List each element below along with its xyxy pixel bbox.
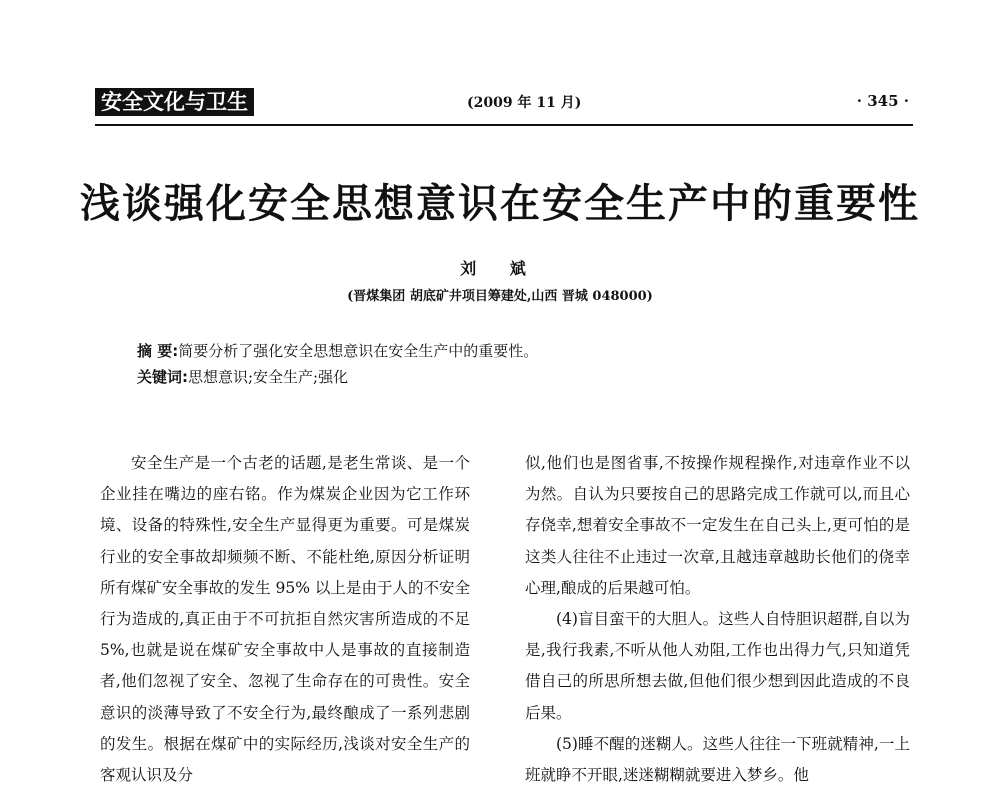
header-rule bbox=[95, 124, 913, 126]
page-number: · 345 · bbox=[856, 92, 909, 110]
affiliation: (晋煤集团 胡底矿井项目筹建处,山西 晋城 048000) bbox=[347, 289, 653, 304]
section-label: 安全文化与卫生 bbox=[95, 88, 254, 116]
paragraph: 安全生产是一个古老的话题,是老生常谈、是一个企业挂在嘴边的座右铭。作为煤炭企业因为它工作环境、设备的特殊性,安全生产显得更为重要。可是煤炭行业的安全事故却频频不断、不能杜绝,原因分析证明所有煤矿安全事故的发生 95% 以上是由于人的不安全行为造成的,真正由于不可抗拒自然灾害所造成的不足 5%,也就是说在煤矿安全事故中人是事故的直接制造者,他们忽视了安全、忽视了生命存在的可贵性。安全意识的淡薄导致了不安全行为,最终酿成了一系列悲剧的发生。根据在煤矿中的实际经历,浅谈对安全生产的客观认识及分 bbox=[100, 454, 470, 785]
body-column-right bbox=[525, 448, 910, 791]
paragraph: (4)盲目蛮干的大胆人。这些人自恃胆识超群,自以为是,我行我素,不听从他人劝阻,工作也出得力气,只知道凭借自己的所思所想去做,但他们很少想到因此造成的不良后果。 bbox=[525, 610, 910, 722]
keywords bbox=[137, 366, 348, 387]
author: 刘 斌 bbox=[460, 259, 540, 278]
keywords-label: 关键词: bbox=[137, 368, 188, 386]
paragraph: 似,他们也是图省事,不按操作规程操作,对违章作业不以为然。自认为只要按自己的思路完成工作就可以,而且心存侥幸,想着安全事故不一定发生在自己头上,更可怕的是这类人往往不止违过一次章,且越违章越助长他们的侥幸心理,酿成的后果越可怕。 bbox=[525, 454, 910, 597]
abstract bbox=[137, 340, 538, 361]
abstract-label: 摘 要: bbox=[137, 342, 179, 360]
issue-date: (2009 年 11 月) bbox=[467, 95, 582, 111]
paragraph: (5)睡不醒的迷糊人。这些人往往一下班就精神,一上班就睁不开眼,迷迷糊糊就要进入梦乡。他 bbox=[525, 734, 910, 785]
abstract-text: 简要分析了强化安全思想意识在安全生产中的重要性。 bbox=[178, 342, 539, 360]
keywords-text: 思想意识;安全生产;强化 bbox=[188, 368, 349, 386]
article-title: 浅谈强化安全思想意识在安全生产中的重要性 bbox=[80, 181, 920, 227]
running-header bbox=[95, 84, 913, 126]
body-column-left bbox=[100, 448, 470, 791]
